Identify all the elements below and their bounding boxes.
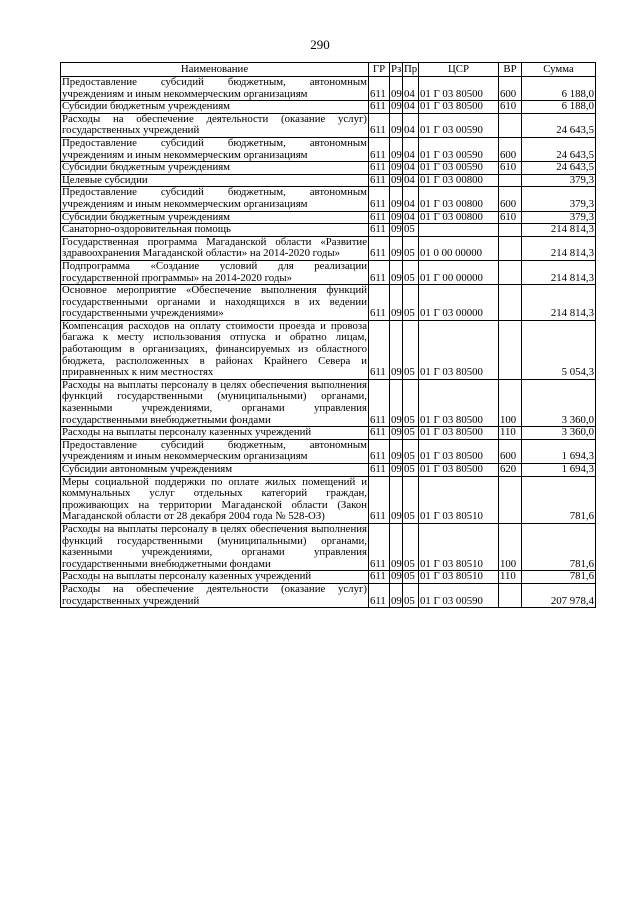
table-row [61,285,596,321]
cell-csr: 01 Г 03 80500 [419,464,499,477]
budget-table [60,62,596,608]
cell-name: Предоставление субсидий бюджетным, автономным учреждениям и иным некоммерческим организациям [62,439,367,463]
cell-gr: 611 [369,427,390,440]
cell-vr: 620 [499,464,522,477]
cell-rz: 09 [390,285,403,321]
cell-rz: 09 [390,476,403,523]
cell-gr: 611 [369,464,390,477]
cell-gr: 611 [369,113,390,137]
cell-csr: 01 Г 03 80500 [419,77,499,101]
cell-name: Субсидии бюджетным учреждениям [61,211,369,224]
cell-pr: 04 [403,211,419,224]
cell-vr [499,583,522,607]
table-row [61,571,596,584]
cell-csr: 01 Г 03 80500 [419,379,499,426]
cell-sum: 24 643,5 [522,137,596,161]
cell-vr: 100 [499,379,522,426]
cell-csr: 01 Г 03 80510 [419,571,499,584]
cell-csr: 01 Г 03 80500 [419,101,499,114]
header-vr: ВР [499,63,522,77]
cell-sum: 379,3 [522,211,596,224]
cell-pr: 05 [403,379,419,426]
cell-sum: 6 188,0 [522,77,596,101]
cell-csr: 01 Г 03 80510 [419,476,499,523]
cell-pr: 05 [403,320,419,379]
cell-name: Основное мероприятие «Обеспечение выполнения функций государственными органами и находящихся в их ведении государственными учреждениями» [62,284,367,320]
cell-csr: 01 Г 03 00590 [419,162,499,175]
cell-csr: 01 Г 03 00590 [419,583,499,607]
cell-name: Расходы на обеспечение деятельности (оказание услуг) государственных учреждений [62,113,367,137]
cell-rz: 09 [390,137,403,161]
cell-gr: 611 [369,571,390,584]
table-row [61,320,596,379]
cell-sum: 6 188,0 [522,101,596,114]
table-header-row [61,63,596,77]
cell-sum: 214 814,3 [522,236,596,260]
header-csr: ЦСР [419,63,499,77]
cell-vr: 600 [499,439,522,463]
table-row [61,236,596,260]
cell-csr: 01 Г 03 00590 [419,113,499,137]
cell-pr: 04 [403,77,419,101]
cell-gr: 611 [369,236,390,260]
cell-name: Субсидии бюджетным учреждениям [61,162,369,175]
cell-gr: 611 [369,260,390,284]
cell-rz: 09 [391,211,402,223]
table-row [61,174,596,187]
cell-gr: 611 [369,187,390,211]
cell-name: Расходы на выплаты персоналу казенных учреждений [61,571,369,584]
table-row [61,427,596,440]
table-row [61,101,596,114]
cell-pr: 04 [403,101,419,114]
cell-gr: 611 [369,211,390,224]
cell-sum: 781,6 [522,476,596,523]
cell-rz: 09 [390,523,403,570]
table-row [61,260,596,284]
cell-gr: 611 [369,439,390,463]
cell-name: Целевые субсидии [61,174,369,187]
cell-pr: 05 [403,236,419,260]
cell-gr: 611 [369,476,390,523]
cell-gr: 611 [369,320,390,379]
header-name: Наименование [61,63,369,77]
cell-rz: 09 [390,379,403,426]
cell-rz: 09 [391,223,402,236]
cell-vr [499,320,522,379]
cell-pr: 05 [403,523,419,570]
cell-gr: 611 [369,174,390,187]
table-row [61,224,596,237]
table-row [61,476,596,523]
cell-sum: 3 360,0 [522,427,596,440]
cell-rz: 09 [390,583,403,607]
cell-csr: 01 Г 03 00800 [419,211,499,224]
cell-name: Субсидии бюджетным учреждениям [61,101,369,114]
cell-pr: 05 [403,583,419,607]
cell-vr: 610 [499,162,522,175]
cell-name: Компенсация расходов на оплату стоимости проезда и провоза багажа к месту использования отпуска и обратно лицам, работающим в организациях, финансируемых из областного бюджета, расположенных в районах Крайнего Севера и приравненных к ним местностях [62,320,367,379]
cell-gr: 611 [369,224,390,237]
cell-vr [499,174,522,187]
cell-rz: 09 [390,439,403,463]
cell-name: Государственная программа Магаданской области «Развитие здравоохранения Магаданской области» на 2014-2020 годы» [62,236,367,260]
cell-vr: 110 [499,571,522,584]
table-row [61,583,596,607]
cell-gr: 611 [369,285,390,321]
cell-sum: 3 360,0 [522,379,596,426]
table-row [61,439,596,463]
table-body [61,77,596,608]
table-row [61,77,596,101]
cell-gr: 611 [369,583,390,607]
cell-name: Предоставление субсидий бюджетным, автономным учреждениям и иным некоммерческим организациям [62,186,367,210]
cell-rz: 09 [390,320,403,379]
cell-pr: 04 [403,174,419,187]
cell-name: Расходы на выплаты персоналу казенных учреждений [61,427,369,440]
header-rz: Рз [391,62,402,75]
cell-gr: 611 [369,379,390,426]
cell-csr: 01 Г 03 80500 [419,427,499,440]
cell-sum: 214 814,3 [522,285,596,321]
cell-rz: 09 [390,260,403,284]
cell-sum: 214 814,3 [522,224,596,237]
header-sum: Сумма [522,63,596,77]
cell-csr [419,224,499,237]
header-pr: Пр [404,62,418,75]
cell-pr: 05 [403,439,419,463]
table-row [61,187,596,211]
cell-gr: 611 [369,523,390,570]
cell-rz: 09 [391,570,402,583]
table-row [61,113,596,137]
cell-csr: 01 Г 03 00590 [419,137,499,161]
cell-csr: 01 0 00 00000 [419,236,499,260]
cell-csr: 01 Г 00 00000 [419,260,499,284]
cell-sum: 214 814,3 [522,260,596,284]
cell-vr [499,260,522,284]
cell-csr: 01 Г 03 00800 [419,187,499,211]
cell-sum: 379,3 [522,187,596,211]
cell-sum: 5 054,3 [522,320,596,379]
cell-gr: 611 [369,137,390,161]
cell-name: Субсидии автономным учреждениям [61,464,369,477]
cell-csr: 01 Г 03 80500 [419,439,499,463]
cell-rz: 09 [390,77,403,101]
cell-name: Санаторно-оздоровительная помощь [61,224,369,237]
cell-name: Предоставление субсидий бюджетным, автономным учреждениям и иным некоммерческим организациям [62,76,367,100]
cell-vr: 100 [499,523,522,570]
cell-pr: 05 [403,285,419,321]
table-row [61,523,596,570]
cell-sum: 379,3 [522,174,596,187]
cell-pr: 05 [403,260,419,284]
cell-vr: 610 [499,101,522,114]
cell-sum: 24 643,5 [522,113,596,137]
table-row [61,137,596,161]
cell-pr: 05 [403,571,419,584]
cell-name: Расходы на выплаты персоналу в целях обеспечения выполнения функций государственными (муниципальными) органами, казенными учреждениями, органами управления государственными внебюджетными фондами [62,379,367,426]
cell-gr: 611 [369,101,390,114]
cell-sum: 207 978,4 [522,583,596,607]
cell-csr: 01 Г 03 80500 [419,320,499,379]
cell-vr [499,236,522,260]
cell-rz: 09 [390,187,403,211]
cell-vr: 110 [499,427,522,440]
cell-pr: 04 [403,162,419,175]
cell-rz: 09 [391,463,402,475]
cell-pr: 04 [403,113,419,137]
cell-pr: 05 [403,427,419,440]
cell-vr: 610 [499,211,522,224]
table-row [61,211,596,224]
cell-pr: 05 [403,224,419,237]
cell-sum: 781,6 [522,571,596,584]
cell-rz: 09 [391,426,402,439]
cell-pr: 05 [403,464,419,477]
cell-vr [499,224,522,237]
cell-vr [499,285,522,321]
cell-rz: 09 [390,113,403,137]
cell-pr: 05 [403,476,419,523]
cell-pr: 04 [403,187,419,211]
table-row [61,379,596,426]
cell-gr: 611 [369,162,390,175]
cell-sum: 1 694,3 [522,439,596,463]
cell-sum: 781,6 [522,523,596,570]
cell-name: Расходы на выплаты персоналу в целях обеспечения выполнения функций государственными (муниципальными) органами, казенными учреждениями, органами управления государственными внебюджетными фондами [62,523,367,570]
page-number: 290 [310,37,330,52]
table-row [61,464,596,477]
cell-name: Предоставление субсидий бюджетным, автономным учреждениям и иным некоммерческим организациям [62,137,367,161]
cell-rz: 09 [390,236,403,260]
cell-csr: 01 Г 03 00000 [419,285,499,321]
table-row [61,162,596,175]
cell-sum: 24 643,5 [522,162,596,175]
cell-name: Подпрограмма «Создание условий для реализации государственной программы» на 2014-2020 годы» [62,260,367,284]
header-gr: ГР [369,63,390,77]
cell-rz: 09 [391,100,402,113]
cell-name: Меры социальной поддержки по оплате жилых помещений и коммунальных услуг отдельных категорий граждан, проживающих на территории Магаданской области (Закон Магаданской области от 28 декабря 2004 года № 528-ОЗ) [62,476,367,523]
cell-rz: 09 [391,174,402,186]
cell-name: Расходы на обеспечение деятельности (оказание услуг) государственных учреждений [62,583,367,607]
cell-vr: 600 [499,77,522,101]
cell-rz: 09 [391,161,402,174]
cell-vr: 600 [499,137,522,161]
cell-vr [499,476,522,523]
cell-vr [499,113,522,137]
cell-sum: 1 694,3 [522,464,596,477]
cell-gr: 611 [369,77,390,101]
cell-vr: 600 [499,187,522,211]
cell-csr: 01 Г 03 00800 [419,174,499,187]
cell-csr: 01 Г 03 80510 [419,523,499,570]
cell-pr: 04 [403,137,419,161]
